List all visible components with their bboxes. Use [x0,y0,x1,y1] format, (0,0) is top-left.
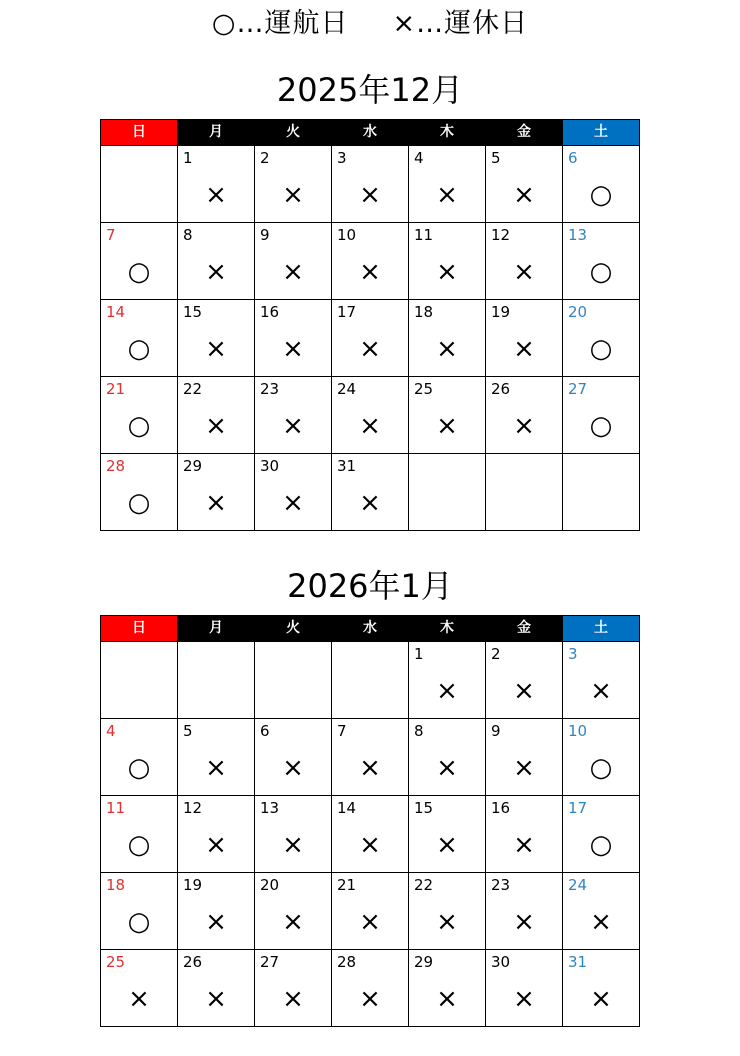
day-number: 22 [183,380,203,398]
day-number: 12 [491,226,511,244]
day-number: 20 [260,876,280,894]
closed-mark: × [205,488,227,518]
day-cell [101,642,178,719]
closed-mark: × [359,907,381,937]
day-number: 2 [260,149,270,167]
closed-mark: × [359,830,381,860]
day-cell [332,146,409,223]
day-cell [332,223,409,300]
day-cell [563,642,640,719]
day-cell [178,950,255,1027]
operating-mark: ○ [127,488,151,518]
weekday-header: 火 [255,120,332,146]
day-cell [563,873,640,950]
operating-mark: ○ [127,753,151,783]
day-cell [332,950,409,1027]
day-cell [563,377,640,454]
day-cell [101,873,178,950]
day-number: 25 [106,953,126,971]
day-cell [332,300,409,377]
closed-mark: × [205,257,227,287]
weekday-header: 月 [178,120,255,146]
day-number: 15 [183,303,203,321]
day-cell [255,377,332,454]
day-cell [563,454,640,531]
day-number: 2 [491,645,501,663]
month-title-december: 2025年12月 [276,71,464,109]
month-title-january: 2026年1月 [287,567,453,605]
day-number: 24 [337,380,357,398]
day-cell [178,796,255,873]
operating-mark: ○ [127,907,151,937]
day-cell [101,300,178,377]
day-number: 23 [491,876,511,894]
closed-mark: × [436,411,458,441]
weekday-header: 日 [101,120,178,146]
day-cell [486,377,563,454]
closed-mark: × [128,984,150,1014]
closed-mark: × [590,676,612,706]
operating-mark: ○ [127,411,151,441]
day-number: 26 [183,953,203,971]
closed-mark: × [436,676,458,706]
day-cell [563,146,640,223]
day-number: 25 [414,380,434,398]
closed-mark: × [282,180,304,210]
weekday-header: 木 [409,120,486,146]
closed-mark: × [205,830,227,860]
closed-mark: × [282,907,304,937]
day-number: 3 [568,645,578,663]
closed-mark: × [359,488,381,518]
day-cell [563,719,640,796]
day-number: 4 [414,149,424,167]
day-number: 13 [260,799,280,817]
day-number: 10 [568,722,588,740]
closed-mark: × [359,180,381,210]
day-number: 31 [337,457,357,475]
day-number: 31 [568,953,588,971]
weekday-header: 土 [563,616,640,642]
day-cell [409,454,486,531]
closed-mark: × [513,257,535,287]
weekday-header: 日 [101,616,178,642]
legend [0,4,740,44]
closed-mark: × [282,257,304,287]
day-number: 26 [491,380,511,398]
day-number: 29 [414,953,434,971]
weekday-header: 火 [255,616,332,642]
day-cell [178,642,255,719]
day-number: 5 [491,149,501,167]
week-row [101,950,640,1027]
day-number: 21 [337,876,357,894]
weekday-header: 水 [332,616,409,642]
day-number: 7 [106,226,116,244]
weekday-header: 水 [332,120,409,146]
operating-mark: ○ [589,830,613,860]
day-cell [409,377,486,454]
closed-mark: × [436,907,458,937]
day-cell [486,719,563,796]
day-cell [409,223,486,300]
day-cell [486,454,563,531]
day-number: 9 [491,722,501,740]
day-number: 8 [414,722,424,740]
day-number: 14 [337,799,357,817]
day-cell [563,796,640,873]
day-cell [409,873,486,950]
day-number: 3 [337,149,347,167]
day-number: 13 [568,226,588,244]
day-cell [178,377,255,454]
closed-mark: × [359,334,381,364]
closed-mark: × [282,411,304,441]
day-cell [563,950,640,1027]
closed-mark: × [436,753,458,783]
day-number: 27 [568,380,588,398]
day-cell [332,377,409,454]
closed-mark: × [590,907,612,937]
day-cell [101,454,178,531]
day-number: 18 [106,876,126,894]
calendar-december [100,119,640,531]
closed-mark: × [513,180,535,210]
day-cell [178,873,255,950]
day-cell [255,642,332,719]
closed-mark: × [359,411,381,441]
day-number: 19 [183,876,203,894]
closed-mark: × [436,830,458,860]
day-number: 30 [491,953,511,971]
day-cell [563,223,640,300]
day-number: 7 [337,722,347,740]
day-number: 12 [183,799,203,817]
day-cell [255,300,332,377]
closed-mark: × [282,984,304,1014]
day-cell [486,642,563,719]
day-cell [101,377,178,454]
day-cell [255,454,332,531]
week-row [101,796,640,873]
day-cell [255,873,332,950]
day-cell [486,950,563,1027]
closed-mark: × [436,257,458,287]
closed-mark: × [590,984,612,1014]
day-number: 21 [106,380,126,398]
day-cell [332,642,409,719]
day-cell [178,719,255,796]
day-number: 28 [337,953,357,971]
day-number: 10 [337,226,357,244]
day-number: 17 [568,799,588,817]
day-cell [409,719,486,796]
day-number: 22 [414,876,434,894]
day-number: 28 [106,457,126,475]
closed-mark: × [436,334,458,364]
operating-mark: ○ [589,411,613,441]
day-cell [101,950,178,1027]
day-cell [178,223,255,300]
day-cell [332,719,409,796]
day-number: 6 [568,149,578,167]
day-cell [255,796,332,873]
day-cell [101,796,178,873]
day-number: 11 [414,226,434,244]
day-number: 1 [414,645,424,663]
weekday-header-row [101,120,640,146]
closed-mark: × [282,334,304,364]
week-row [101,146,640,223]
day-number: 18 [414,303,434,321]
day-cell [409,300,486,377]
week-row [101,223,640,300]
day-cell [101,146,178,223]
week-row [101,454,640,531]
closed-mark: × [205,411,227,441]
operating-mark: ○ [127,257,151,287]
day-number: 16 [491,799,511,817]
day-number: 23 [260,380,280,398]
day-cell [178,454,255,531]
day-number: 15 [414,799,434,817]
day-cell [486,873,563,950]
day-number: 5 [183,722,193,740]
day-cell [332,454,409,531]
day-cell [409,950,486,1027]
day-cell [486,146,563,223]
weekday-header-row [101,616,640,642]
week-row [101,377,640,454]
day-number: 19 [491,303,511,321]
calendar-january [100,615,640,1027]
operating-mark: ○ [127,830,151,860]
day-number: 17 [337,303,357,321]
weekday-header: 金 [486,616,563,642]
closed-mark: × [513,411,535,441]
day-number: 30 [260,457,280,475]
weekday-header: 土 [563,120,640,146]
week-row [101,642,640,719]
day-cell [409,796,486,873]
closed-mark: × [205,334,227,364]
day-cell [101,223,178,300]
day-number: 27 [260,953,280,971]
day-cell [486,223,563,300]
operating-mark: ○ [589,257,613,287]
closed-mark: × [359,753,381,783]
closed-mark: × [205,180,227,210]
day-cell [563,300,640,377]
day-cell [409,146,486,223]
closed-mark: × [513,676,535,706]
closed-mark: × [513,984,535,1014]
day-number: 20 [568,303,588,321]
closed-mark: × [513,830,535,860]
closed-mark: × [359,257,381,287]
closed-mark: × [359,984,381,1014]
day-cell [101,719,178,796]
day-number: 11 [106,799,126,817]
day-number: 4 [106,722,116,740]
day-cell [255,950,332,1027]
day-cell [409,642,486,719]
day-number: 29 [183,457,203,475]
week-row [101,719,640,796]
operating-mark: ○ [589,334,613,364]
closed-mark: × [205,907,227,937]
weekday-header: 金 [486,120,563,146]
day-cell [178,146,255,223]
day-number: 9 [260,226,270,244]
day-cell [255,146,332,223]
day-number: 6 [260,722,270,740]
week-row [101,873,640,950]
week-row [101,300,640,377]
weekday-header: 月 [178,616,255,642]
operating-mark: ○ [589,753,613,783]
legend-closed: ×…運休日 [392,8,529,39]
closed-mark: × [513,907,535,937]
closed-mark: × [205,753,227,783]
closed-mark: × [282,488,304,518]
day-number: 1 [183,149,193,167]
day-cell [486,300,563,377]
day-cell [255,719,332,796]
closed-mark: × [513,753,535,783]
day-cell [255,223,332,300]
day-cell [486,796,563,873]
day-cell [332,796,409,873]
closed-mark: × [436,984,458,1014]
operating-mark: ○ [589,180,613,210]
closed-mark: × [282,830,304,860]
closed-mark: × [513,334,535,364]
closed-mark: × [205,984,227,1014]
day-number: 8 [183,226,193,244]
day-cell [178,300,255,377]
day-cell [332,873,409,950]
day-number: 16 [260,303,280,321]
closed-mark: × [436,180,458,210]
legend-operating: ○…運航日 [211,8,349,39]
weekday-header: 木 [409,616,486,642]
day-number: 24 [568,876,588,894]
closed-mark: × [282,753,304,783]
operating-mark: ○ [127,334,151,364]
day-number: 14 [106,303,126,321]
